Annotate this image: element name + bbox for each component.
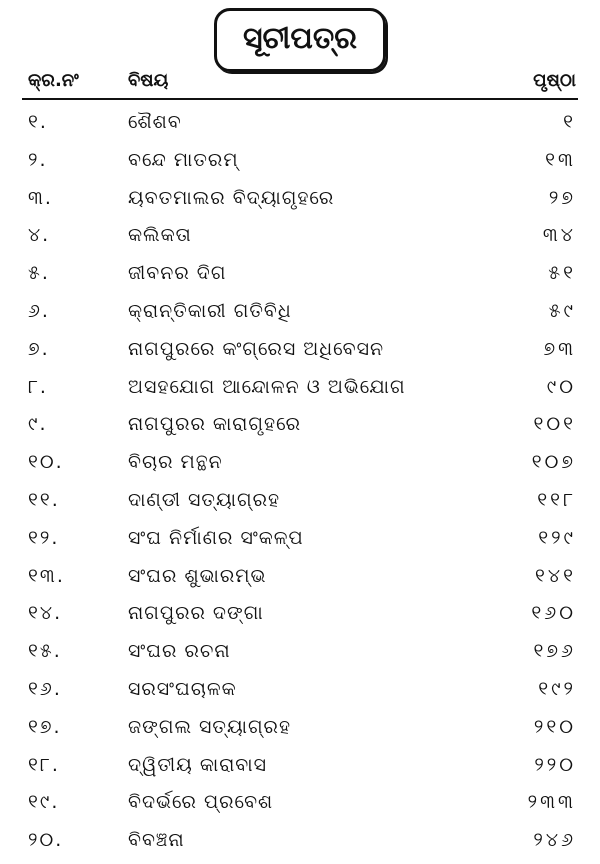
entry-topic: କଲିକତା [128, 224, 192, 247]
entry-topic: ଦାଣ୍ଡୀ ସତ୍ୟାଗ୍ରହ [128, 488, 281, 511]
entry-page: ୨୪୬ [533, 829, 576, 852]
entry-topic: ସଂଘ ନିର୍ମାଣର ସଂକଳ୍ପ [128, 526, 304, 549]
entry-number: ୧୧. [28, 488, 60, 511]
entry-topic: ନାଗପୁରରେ କଂଗ୍ରେସ ଅଧିବେସନ [128, 337, 385, 360]
entry-topic: ନାଗପୁରର ଦଙ୍ଗା [128, 602, 264, 625]
header-divider [22, 98, 578, 100]
entry-page: ୫୧ [548, 262, 576, 285]
entry-page: ୯୦ [546, 375, 576, 398]
entry-topic: ଜୀବନର ଦିଗ [128, 262, 227, 285]
entry-page: ୧୨୯ [538, 526, 576, 549]
entry-page: ୧୯୨ [538, 677, 576, 700]
entry-number: ୨. [28, 148, 48, 171]
list-item [28, 784, 576, 822]
entry-page: ୧୬୦ [531, 602, 576, 625]
entry-page: ୩୪ [542, 224, 576, 247]
entry-number: ୫. [28, 262, 50, 285]
list-item [28, 142, 576, 180]
entry-number: ୭. [28, 337, 50, 360]
entry-number: ୧୯. [28, 791, 60, 814]
column-header-page: ପୃଷ୍ଠା [533, 70, 576, 91]
entry-topic: ବନ୍ଦେ ମାତରମ୍ [128, 148, 239, 171]
list-item [28, 406, 576, 444]
list-item [28, 369, 576, 407]
table-header [28, 66, 576, 96]
title-container [0, 8, 600, 72]
list-item [28, 520, 576, 558]
list-item [28, 709, 576, 747]
list-item [28, 558, 576, 596]
entry-topic: ସଂଘର ରଚନା [128, 640, 231, 663]
list-item [28, 822, 576, 860]
entry-page: ୧୦୧ [533, 413, 576, 436]
list-item [28, 633, 576, 671]
entry-number: ୨୦. [28, 829, 64, 852]
entry-page: ୧୭୬ [533, 640, 576, 663]
entry-page: ୨୨୦ [534, 753, 576, 776]
entry-topic: ଶୈଶବ [128, 111, 182, 133]
contents-list [28, 104, 576, 860]
entry-page: ୭୩ [543, 337, 576, 360]
entry-number: ୩. [28, 186, 53, 209]
entry-page: ୫୯ [548, 299, 576, 322]
entry-topic: ଅସହଯୋଗ ଆନ୍ଦୋଳନ ଓ ଅଭିଯୋଗ [128, 375, 406, 398]
list-item [28, 595, 576, 633]
entry-page: ୧୦୭ [531, 451, 576, 474]
entry-number: ୧୮. [28, 753, 60, 776]
entry-topic: ଦ୍ୱିତୀୟ କାରାବାସ [128, 753, 267, 776]
list-item [28, 217, 576, 255]
entry-number: ୧୩. [28, 564, 65, 587]
entry-number: ୧୪. [28, 602, 63, 625]
entry-number: ୧୦. [28, 451, 64, 474]
entry-page: ୨୭ [548, 186, 576, 209]
entry-page: ୧ [563, 111, 576, 133]
entry-number: ୬. [28, 299, 50, 322]
list-item [28, 482, 576, 520]
entry-number: ୧. [28, 111, 48, 133]
entry-topic: ସରସଂଘଚାଳକ [128, 677, 237, 700]
list-item [28, 104, 576, 142]
page-title: ସୂଚୀପତ୍ର [214, 8, 386, 72]
entry-topic: ଜଙ୍ଗଲ ସତ୍ୟାଗ୍ରହ [128, 715, 292, 738]
entry-page: ୧୪୧ [535, 564, 576, 587]
entry-topic: ସଂଘର ଶୁଭାରମ୍ଭ [128, 564, 267, 587]
entry-number: ୧୨. [28, 526, 60, 549]
list-item [28, 331, 576, 369]
entry-topic: ବିବଞ୍ଚନା [128, 829, 185, 852]
list-item [28, 180, 576, 218]
entry-topic: କ୍ରାନ୍ତିକାରୀ ଗତିବିଧି [128, 299, 292, 322]
entry-page: ୧୩ [545, 148, 576, 171]
entry-topic: ବିଦର୍ଭରେ ପ୍ରବେଶ [128, 791, 274, 814]
entry-number: ୧୬. [28, 677, 62, 700]
list-item [28, 671, 576, 709]
entry-page: ୨୩୩ [527, 791, 576, 814]
entry-number: ୮. [28, 375, 48, 398]
entry-page: ୨୧୦ [533, 715, 576, 738]
entry-number: ୪. [28, 224, 51, 247]
entry-page: ୧୧୮ [537, 488, 576, 511]
entry-number: ୧୭. [28, 715, 62, 738]
entry-number: ୧୫. [28, 640, 62, 663]
entry-topic: ୟବତମାଲର ବିଦ୍ୟାଗୃହରେ [128, 186, 335, 209]
column-header-number: କ୍ର.ନଂ [28, 70, 79, 91]
list-item [28, 293, 576, 331]
entry-topic: ନାଗପୁରର କାରାଗୃହରେ [128, 413, 301, 436]
list-item [28, 747, 576, 785]
list-item [28, 255, 576, 293]
entry-topic: ବିଚାର ମନ୍ଥନ [128, 451, 223, 474]
entry-number: ୯. [28, 413, 48, 436]
list-item [28, 444, 576, 482]
column-header-topic: ବିଷୟ [128, 70, 169, 91]
